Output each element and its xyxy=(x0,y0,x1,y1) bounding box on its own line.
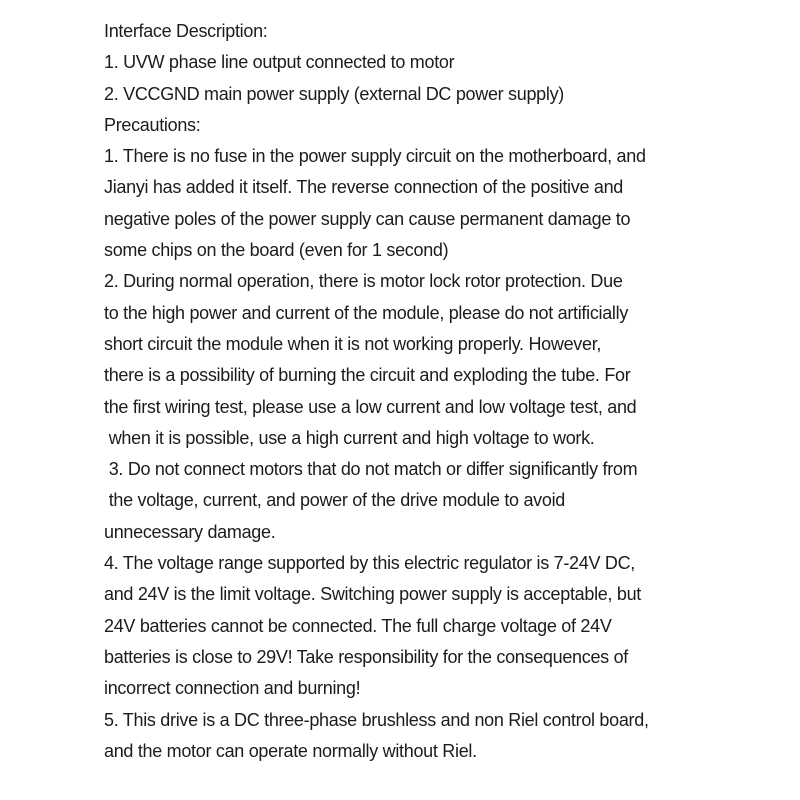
text-line: and 24V is the limit voltage. Switching power supply is acceptable, but xyxy=(104,584,642,605)
text-line: Precautions: xyxy=(104,114,201,135)
text-line: 24V batteries cannot be connected. The full charge voltage of 24V xyxy=(104,615,612,636)
text-line: some chips on the board (even for 1 second) xyxy=(104,240,449,261)
text-line: 4. The voltage range supported by this electric regulator is 7-24V DC, xyxy=(104,553,635,574)
text-line: 2. VCCGND main power supply (external DC power supply) xyxy=(104,83,564,104)
text-line: incorrect connection and burning! xyxy=(104,678,361,699)
text-line: the voltage, current, and power of the drive module to avoid xyxy=(104,490,565,511)
text-line: to the high power and current of the module, please do not artificially xyxy=(104,302,629,323)
text-line: 5. This drive is a DC three-phase brushless and non Riel control board, xyxy=(104,709,649,730)
text-line: 1. There is no fuse in the power supply circuit on the motherboard, and xyxy=(104,146,646,167)
text-line: negative poles of the power supply can cause permanent damage to xyxy=(104,208,631,229)
text-line: 1. UVW phase line output connected to motor xyxy=(104,52,455,73)
text-line: batteries is close to 29V! Take responsibility for the consequences of xyxy=(104,646,628,667)
product-description-text xyxy=(104,16,764,767)
text-line: the first wiring test, please use a low current and low voltage test, and xyxy=(104,396,637,417)
text-line: unnecessary damage. xyxy=(104,521,276,542)
text-line: Interface Description: xyxy=(104,21,268,41)
text-line: 2. During normal operation, there is motor lock rotor protection. Due xyxy=(104,271,623,292)
text-line: and the motor can operate normally without Riel. xyxy=(104,740,477,761)
text-line: when it is possible, use a high current and high voltage to work. xyxy=(104,427,595,448)
text-line: Jianyi has added it itself. The reverse connection of the positive and xyxy=(104,177,623,198)
text-line: short circuit the module when it is not working properly. However, xyxy=(104,333,602,354)
text-line: there is a possibility of burning the circuit and exploding the tube. For xyxy=(104,365,631,386)
text-line: 3. Do not connect motors that do not match or differ significantly from xyxy=(104,459,638,480)
